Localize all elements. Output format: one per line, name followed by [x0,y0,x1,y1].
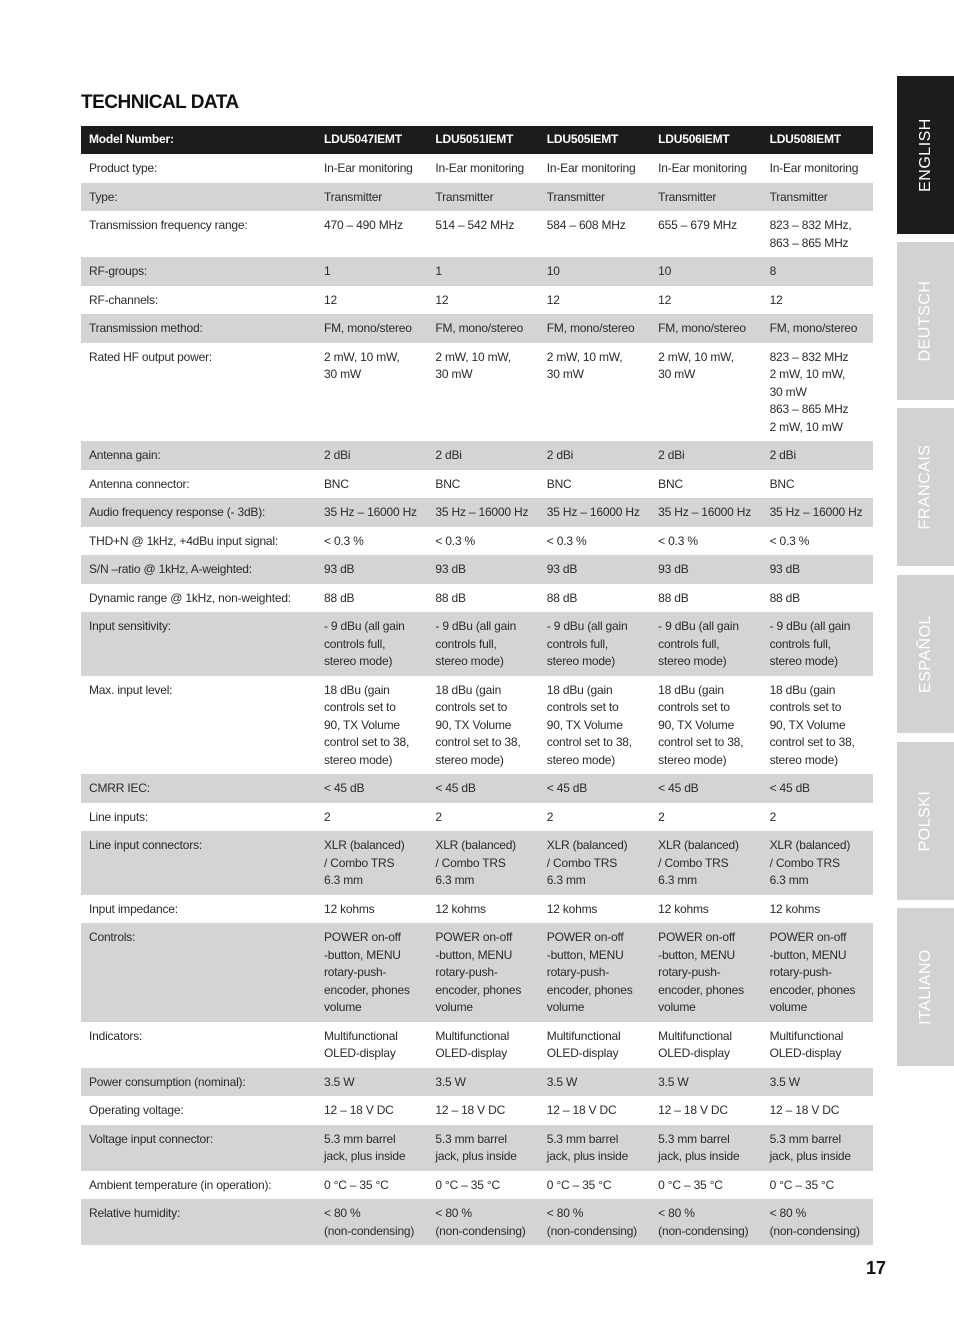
spec-value: 655 – 679 MHz [658,218,737,232]
spec-value: 470 – 490 MHz [324,218,403,232]
spec-value: 8 [762,257,873,286]
spec-value: XLR (balanced) / Combo TRS 6.3 mm [762,831,873,895]
spec-value: XLR (balanced) / Combo TRS 6.3 mm [316,831,427,895]
spec-value: 3.5 W [427,1068,538,1097]
tab-deutsch[interactable] [897,242,954,400]
spec-value: Multifunctional OLED-display [546,1028,621,1060]
table-row [81,211,873,257]
spec-value: 584 – 608 MHz [546,218,626,232]
spec-label: Product type: [89,161,158,175]
spec-label: Antenna connector: [89,476,190,491]
table-row [81,676,873,775]
spec-label: Power consumption (nominal): [81,1068,316,1097]
spec-value: POWER on-off -button, MENU rotary-push- encoder, phones volume [427,923,538,1022]
spec-value: In-Ear monitoring [769,161,859,175]
spec-value: In-Ear monitoring [435,161,525,175]
spec-value: Transmitter [316,183,427,212]
spec-value: 0 °C – 35 °C [658,1177,723,1192]
spec-value: 5.3 mm barrel jack, plus inside [650,1125,761,1171]
tab-label: POLSKI [916,790,934,852]
spec-value: 12 – 18 V DC [546,1103,617,1117]
spec-value: BNC [435,476,461,491]
table-row [81,257,873,286]
spec-value: 823 – 832 MHz 2 mW, 10 mW, 30 mW 863 – 865 MHz 2 mW, 10 mW [769,349,849,434]
spec-value: FM, mono/stereo [316,314,427,343]
spec-value: 12 kohms [324,901,375,916]
table-row [81,584,873,613]
table-row [81,774,873,803]
spec-value: BNC [546,476,572,491]
spec-value: 12 kohms [546,901,598,916]
tab-english[interactable] [897,76,954,234]
spec-value: < 0.3 % [324,533,364,548]
table-row [81,803,873,832]
spec-value: 0 °C – 35 °C [546,1177,612,1192]
spec-value: 2 [546,809,554,824]
spec-value: FM, mono/stereo [762,314,873,343]
spec-value: POWER on-off -button, MENU rotary-push- encoder, phones volume [762,923,873,1022]
spec-value: 2 [658,809,665,824]
tab-label: FRANCAIS [916,444,934,530]
tab-italiano[interactable] [897,908,954,1066]
spec-value: 5.3 mm barrel jack, plus inside [762,1125,873,1171]
spec-value: 12 [658,292,672,307]
spec-value: In-Ear monitoring [658,161,747,175]
spec-value: 93 dB [316,555,427,584]
spec-value: 12 kohms [435,901,486,916]
spec-value: 35 Hz – 16000 Hz [539,498,650,527]
spec-value: XLR (balanced) / Combo TRS 6.3 mm [427,831,538,895]
spec-value: 2 [324,809,331,824]
spec-value: 12 [435,292,449,307]
tab-label: ITALIANO [916,949,934,1025]
spec-label: Line input connectors: [81,831,316,895]
spec-value: 2 mW, 10 mW, 30 mW [546,349,623,381]
spec-value: - 9 dBu (all gain controls full, stereo mode) [762,612,873,676]
spec-value: 514 – 542 MHz [435,218,515,232]
spec-value: 93 dB [427,555,538,584]
spec-value: 1 [427,257,538,286]
spec-value: < 45 dB [316,774,427,803]
spec-value: 3.5 W [539,1068,650,1097]
spec-value: 12 [769,292,783,307]
spec-value: POWER on-off -button, MENU rotary-push- encoder, phones volume [650,923,761,1022]
spec-value: 0 °C – 35 °C [769,1177,835,1192]
header-label: Model Number: [81,126,316,154]
spec-value: 18 dBu (gain controls set to 90, TX Volume control set to 38, stereo mode) [546,682,632,767]
spec-value: 2 dBi [316,441,427,470]
table-row [81,895,873,924]
table-row [81,286,873,315]
spec-value: 12 kohms [769,901,820,916]
spec-value: 12 – 18 V DC [658,1103,728,1117]
spec-value: Multifunctional OLED-display [324,1028,398,1060]
header-model: LDU505IEMT [539,126,650,154]
table-row [81,923,873,1022]
page-title: TECHNICAL DATA [81,92,239,113]
spec-value: < 45 dB [427,774,538,803]
spec-value: - 9 dBu (all gain controls full, stereo mode) [427,612,538,676]
spec-value: < 0.3 % [435,533,476,548]
spec-label: S/N –ratio @ 1kHz, A-weighted: [81,555,316,584]
spec-label: Dynamic range @ 1kHz, non-weighted: [89,590,291,605]
spec-value: 5.3 mm barrel jack, plus inside [316,1125,427,1171]
tab-label: ESPAÑOL [916,615,934,693]
table-row [81,343,873,442]
spec-value: POWER on-off -button, MENU rotary-push- encoder, phones volume [316,923,427,1022]
spec-value: 93 dB [762,555,873,584]
spec-value: - 9 dBu (all gain controls full, stereo mode) [316,612,427,676]
spec-value: 88 dB [546,590,578,605]
spec-label: Rated HF output power: [89,349,213,364]
spec-value: < 0.3 % [546,533,587,548]
spec-label: Ambient temperature (in operation): [89,1177,272,1192]
header-model: LDU5047IEMT [316,126,427,154]
spec-label: Indicators: [89,1028,143,1043]
spec-value: 5.3 mm barrel jack, plus inside [427,1125,538,1171]
spec-value: 35 Hz – 16000 Hz [427,498,538,527]
spec-label: Controls: [81,923,316,1022]
spec-value: < 80 % (non-condensing) [650,1199,761,1245]
spec-label: RF-groups: [81,257,316,286]
tab-polski[interactable] [897,742,954,900]
spec-label: Max. input level: [89,682,173,697]
spec-value: 2 dBi [650,441,761,470]
header-model: LDU5051IEMT [427,126,538,154]
table-row [81,441,873,470]
spec-value: XLR (balanced) / Combo TRS 6.3 mm [539,831,650,895]
header-model: LDU506IEMT [650,126,761,154]
spec-value: 2 mW, 10 mW, 30 mW [324,349,400,381]
table-row [81,470,873,499]
spec-value: 2 [769,809,777,824]
spec-value: 12 – 18 V DC [435,1103,506,1117]
spec-value: 2 dBi [539,441,650,470]
spec-label: Transmission method: [81,314,316,343]
spec-value: 12 – 18 V DC [324,1103,394,1117]
technical-data-table [81,126,873,1245]
spec-value: 18 dBu (gain controls set to 90, TX Volume control set to 38, stereo mode) [435,682,521,767]
spec-value: 12 kohms [658,901,709,916]
spec-value: < 45 dB [650,774,761,803]
table-row [81,183,873,212]
table-row [81,1125,873,1171]
spec-value: 3.5 W [316,1068,427,1097]
spec-value: Transmitter [539,183,650,212]
spec-value: < 80 % (non-condensing) [539,1199,650,1245]
spec-value: 3.5 W [762,1068,873,1097]
spec-value: < 0.3 % [658,533,698,548]
spec-label: Antenna gain: [81,441,316,470]
spec-value: BNC [658,476,683,491]
spec-value: 18 dBu (gain controls set to 90, TX Volume control set to 38, stereo mode) [324,682,410,767]
spec-value: 2 mW, 10 mW, 30 mW [435,349,512,381]
spec-value: BNC [769,476,795,491]
spec-value: Multifunctional OLED-display [435,1028,510,1060]
spec-value: 88 dB [769,590,800,605]
spec-value: 88 dB [324,590,355,605]
spec-value: Transmitter [762,183,873,212]
spec-value: XLR (balanced) / Combo TRS 6.3 mm [650,831,761,895]
spec-label: Audio frequency response (- 3dB): [81,498,316,527]
spec-value: 88 dB [435,590,466,605]
spec-value: Multifunctional OLED-display [658,1028,732,1060]
spec-value: 35 Hz – 16000 Hz [316,498,427,527]
header-model: LDU508IEMT [762,126,873,154]
spec-value: 2 dBi [427,441,538,470]
spec-value: 0 °C – 35 °C [324,1177,389,1192]
table-row [81,831,873,895]
spec-value: 5.3 mm barrel jack, plus inside [539,1125,650,1171]
spec-value: 12 [546,292,560,307]
spec-label: Input impedance: [89,901,178,916]
table-header-row [81,126,873,154]
spec-value: In-Ear monitoring [324,161,413,175]
table-row [81,1096,873,1125]
spec-value: In-Ear monitoring [546,161,636,175]
table-row [81,498,873,527]
table-row [81,555,873,584]
table-row [81,1068,873,1097]
spec-value: 10 [650,257,761,286]
page-number: 17 [866,1258,887,1278]
spec-value: 10 [539,257,650,286]
spec-value: 0 °C – 35 °C [435,1177,500,1192]
spec-value: FM, mono/stereo [427,314,538,343]
spec-value: 35 Hz – 16000 Hz [650,498,761,527]
spec-value: 2 [435,809,442,824]
spec-value: FM, mono/stereo [539,314,650,343]
spec-value: < 80 % (non-condensing) [427,1199,538,1245]
spec-value: < 80 % (non-condensing) [762,1199,873,1245]
spec-value: BNC [324,476,349,491]
tab-label: ENGLISH [916,118,934,192]
spec-label: RF-channels: [89,292,158,307]
spec-label: Transmission frequency range: [89,218,248,232]
spec-value: - 9 dBu (all gain controls full, stereo mode) [539,612,650,676]
spec-value: 2 dBi [762,441,873,470]
spec-label: Line inputs: [89,809,148,824]
spec-value: Transmitter [427,183,538,212]
spec-value: < 0.3 % [769,533,810,548]
spec-value: < 45 dB [539,774,650,803]
table-row [81,1199,873,1245]
spec-label: THD+N @ 1kHz, +4dBu input signal: [89,533,279,548]
table-row [81,154,873,183]
spec-value: Multifunctional OLED-display [769,1028,844,1060]
tab-label: DEUTSCH [916,280,934,362]
spec-value: 823 – 832 MHz, 863 – 865 MHz [769,218,852,250]
table-row [81,612,873,676]
spec-label: CMRR IEC: [81,774,316,803]
spec-value: < 45 dB [762,774,873,803]
spec-value: 88 dB [658,590,689,605]
spec-value: POWER on-off -button, MENU rotary-push- encoder, phones volume [539,923,650,1022]
tab-francais[interactable] [897,408,954,566]
spec-value: 12 [324,292,337,307]
spec-label: Voltage input connector: [81,1125,316,1171]
tab-espanol[interactable] [897,575,954,733]
spec-value: 3.5 W [650,1068,761,1097]
spec-value: - 9 dBu (all gain controls full, stereo mode) [650,612,761,676]
table-row [81,527,873,556]
spec-value: 35 Hz – 16000 Hz [762,498,873,527]
spec-label: Type: [81,183,316,212]
spec-value: 18 dBu (gain controls set to 90, TX Volume control set to 38, stereo mode) [658,682,744,767]
spec-value: 2 mW, 10 mW, 30 mW [658,349,734,381]
spec-value: 18 dBu (gain controls set to 90, TX Volume control set to 38, stereo mode) [769,682,855,767]
spec-value: 12 – 18 V DC [769,1103,840,1117]
spec-label: Operating voltage: [89,1103,184,1117]
spec-value: < 80 % (non-condensing) [316,1199,427,1245]
table-row [81,314,873,343]
table-row [81,1022,873,1068]
spec-value: 93 dB [650,555,761,584]
spec-value: 93 dB [539,555,650,584]
spec-value: Transmitter [650,183,761,212]
spec-label: Relative humidity: [81,1199,316,1245]
spec-label: Input sensitivity: [81,612,316,676]
table-row [81,1171,873,1200]
spec-value: 1 [316,257,427,286]
spec-value: FM, mono/stereo [650,314,761,343]
